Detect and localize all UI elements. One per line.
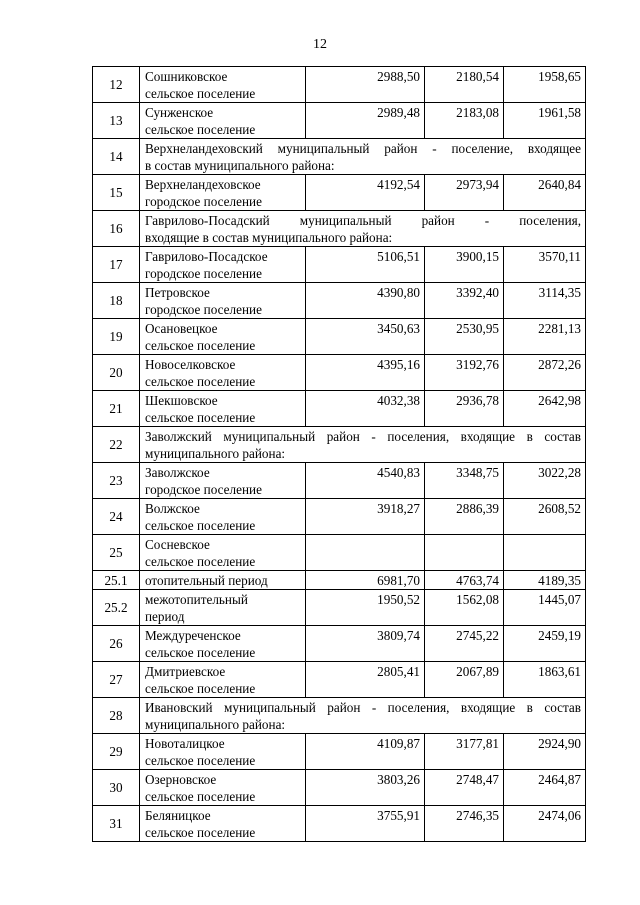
value-cell-v3: 1958,65	[504, 67, 586, 103]
row-number: 18	[93, 283, 140, 319]
settlement-name-line: сельское поселение	[145, 789, 256, 804]
settlement-name	[140, 355, 306, 391]
settlement-name-line: отопительный период	[145, 573, 268, 588]
district-header-line: муниципального района:	[145, 717, 286, 732]
row-number: 12	[93, 67, 140, 103]
settlement-name	[140, 571, 306, 590]
value-cell-v2: 2183,08	[425, 103, 504, 139]
table-row	[93, 427, 586, 463]
settlement-name	[140, 283, 306, 319]
value-cell-v1: 6981,70	[306, 571, 425, 590]
table-row	[93, 770, 586, 806]
value-cell-v1: 3803,26	[306, 770, 425, 806]
table-row	[93, 571, 586, 590]
row-number: 19	[93, 319, 140, 355]
settlement-name-line: Верхнеландеховское	[145, 177, 261, 192]
value-cell-v3: 2642,98	[504, 391, 586, 427]
settlement-name-line: период	[145, 609, 185, 624]
settlement-name-line: сельское поселение	[145, 554, 256, 569]
row-number: 24	[93, 499, 140, 535]
row-number: 13	[93, 103, 140, 139]
settlement-name-line: сельское поселение	[145, 338, 256, 353]
value-cell-v3: 3570,11	[504, 247, 586, 283]
value-cell-v1: 2989,48	[306, 103, 425, 139]
settlement-name-line: Дмитриевское	[145, 664, 226, 679]
value-cell-v1: 3809,74	[306, 626, 425, 662]
district-header-line: муниципального района:	[145, 446, 286, 461]
settlement-name	[140, 770, 306, 806]
district-header-line: Гаврилово-Посадский муниципальный район - поселения,	[145, 213, 581, 228]
settlement-name-line: Беляницкое	[145, 808, 211, 823]
table-row	[93, 283, 586, 319]
settlement-name-line: городское поселение	[145, 194, 262, 209]
table-row	[93, 626, 586, 662]
district-header	[140, 139, 586, 175]
settlement-name	[140, 806, 306, 842]
settlement-name-line: Новоталицкое	[145, 736, 225, 751]
value-cell-v3	[504, 535, 586, 571]
row-number: 26	[93, 626, 140, 662]
value-cell-v1: 3918,27	[306, 499, 425, 535]
table-row	[93, 662, 586, 698]
settlement-name-line: Петровское	[145, 285, 210, 300]
value-cell-v1: 2805,41	[306, 662, 425, 698]
value-cell-v2: 2180,54	[425, 67, 504, 103]
row-number: 22	[93, 427, 140, 463]
settlement-name	[140, 247, 306, 283]
settlement-name-line: сельское поселение	[145, 86, 256, 101]
district-header-line: Заволжский муниципальный район - поселения, входящие в состав	[145, 429, 581, 444]
row-number: 14	[93, 139, 140, 175]
settlement-name	[140, 103, 306, 139]
settlement-name-line: сельское поселение	[145, 825, 256, 840]
row-number: 15	[93, 175, 140, 211]
value-cell-v2	[425, 535, 504, 571]
table-row	[93, 391, 586, 427]
settlement-name	[140, 319, 306, 355]
settlement-name	[140, 463, 306, 499]
settlement-name-line: сельское поселение	[145, 518, 256, 533]
settlement-name-line: городское поселение	[145, 266, 262, 281]
table-row	[93, 139, 586, 175]
table-row	[93, 806, 586, 842]
settlement-name-line: городское поселение	[145, 482, 262, 497]
district-header-line: входящие в состав муниципального района:	[145, 230, 393, 245]
value-cell-v3: 2608,52	[504, 499, 586, 535]
table-row	[93, 698, 586, 734]
tariff-table	[92, 66, 586, 842]
value-cell-v3: 3114,35	[504, 283, 586, 319]
district-header-line: Верхнеландеховский муниципальный район - поселение, входящее	[145, 141, 581, 156]
district-header	[140, 698, 586, 734]
value-cell-v2: 2530,95	[425, 319, 504, 355]
settlement-name-line: Осановецкое	[145, 321, 218, 336]
value-cell-v2: 3392,40	[425, 283, 504, 319]
value-cell-v1: 4395,16	[306, 355, 425, 391]
table-row	[93, 734, 586, 770]
value-cell-v1: 2988,50	[306, 67, 425, 103]
settlement-name-line: сельское поселение	[145, 681, 256, 696]
value-cell-v3: 2464,87	[504, 770, 586, 806]
settlement-name-line: межотопительный	[145, 592, 248, 607]
value-cell-v3: 2640,84	[504, 175, 586, 211]
table-row	[93, 103, 586, 139]
value-cell-v3: 4189,35	[504, 571, 586, 590]
settlement-name-line: Озерновское	[145, 772, 217, 787]
row-number: 30	[93, 770, 140, 806]
table-row	[93, 463, 586, 499]
settlement-name	[140, 535, 306, 571]
value-cell-v1: 3450,63	[306, 319, 425, 355]
value-cell-v3: 1863,61	[504, 662, 586, 698]
page-number: 12	[313, 37, 327, 52]
row-number: 25.1	[93, 571, 140, 590]
row-number: 31	[93, 806, 140, 842]
value-cell-v2: 2748,47	[425, 770, 504, 806]
value-cell-v2: 4763,74	[425, 571, 504, 590]
value-cell-v3: 2872,26	[504, 355, 586, 391]
value-cell-v1: 4109,87	[306, 734, 425, 770]
settlement-name-line: Гаврилово-Посадское	[145, 249, 268, 264]
value-cell-v1: 4540,83	[306, 463, 425, 499]
value-cell-v1: 4192,54	[306, 175, 425, 211]
value-cell-v1: 4032,38	[306, 391, 425, 427]
value-cell-v2: 2936,78	[425, 391, 504, 427]
value-cell-v2: 2973,94	[425, 175, 504, 211]
table-row	[93, 319, 586, 355]
value-cell-v1: 4390,80	[306, 283, 425, 319]
value-cell-v2: 2745,22	[425, 626, 504, 662]
table-row	[93, 175, 586, 211]
settlement-name	[140, 175, 306, 211]
row-number: 27	[93, 662, 140, 698]
table-row	[93, 67, 586, 103]
value-cell-v2: 2886,39	[425, 499, 504, 535]
value-cell-v3: 2474,06	[504, 806, 586, 842]
row-number: 16	[93, 211, 140, 247]
table-row	[93, 535, 586, 571]
row-number: 29	[93, 734, 140, 770]
value-cell-v3: 2281,13	[504, 319, 586, 355]
settlement-name-line: сельское поселение	[145, 122, 256, 137]
settlement-name-line: Междуреченское	[145, 628, 241, 643]
settlement-name-line: Сошниковское	[145, 69, 228, 84]
value-cell-v2: 2067,89	[425, 662, 504, 698]
district-header	[140, 211, 586, 247]
value-cell-v1: 1950,52	[306, 590, 425, 626]
table-row	[93, 355, 586, 391]
settlement-name	[140, 67, 306, 103]
row-number: 25	[93, 535, 140, 571]
district-header-line: Ивановский муниципальный район - поселения, входящие в состав	[145, 700, 581, 715]
value-cell-v2: 1562,08	[425, 590, 504, 626]
district-header	[140, 427, 586, 463]
value-cell-v2: 3192,76	[425, 355, 504, 391]
value-cell-v3: 3022,28	[504, 463, 586, 499]
row-number: 25.2	[93, 590, 140, 626]
table-row	[93, 499, 586, 535]
settlement-name-line: Волжское	[145, 501, 200, 516]
settlement-name-line: Новоселковское	[145, 357, 236, 372]
settlement-name-line: сельское поселение	[145, 374, 256, 389]
settlement-name	[140, 662, 306, 698]
row-number: 28	[93, 698, 140, 734]
settlement-name-line: сельское поселение	[145, 645, 256, 660]
settlement-name-line: сельское поселение	[145, 410, 256, 425]
settlement-name-line: сельское поселение	[145, 753, 256, 768]
settlement-name	[140, 499, 306, 535]
settlement-name-line: Шекшовское	[145, 393, 218, 408]
table-row	[93, 590, 586, 626]
value-cell-v2: 2746,35	[425, 806, 504, 842]
settlement-name	[140, 734, 306, 770]
settlement-name	[140, 626, 306, 662]
value-cell-v2: 3900,15	[425, 247, 504, 283]
value-cell-v2: 3348,75	[425, 463, 504, 499]
value-cell-v1: 5106,51	[306, 247, 425, 283]
settlement-name-line: городское поселение	[145, 302, 262, 317]
settlement-name	[140, 590, 306, 626]
value-cell-v3: 1961,58	[504, 103, 586, 139]
settlement-name-line: Заволжское	[145, 465, 210, 480]
value-cell-v3: 2924,90	[504, 734, 586, 770]
row-number: 17	[93, 247, 140, 283]
table-row	[93, 211, 586, 247]
value-cell-v2: 3177,81	[425, 734, 504, 770]
district-header-line: в состав муниципального района:	[145, 158, 335, 173]
row-number: 23	[93, 463, 140, 499]
value-cell-v3: 2459,19	[504, 626, 586, 662]
table-row	[93, 247, 586, 283]
value-cell-v3: 1445,07	[504, 590, 586, 626]
settlement-name	[140, 391, 306, 427]
value-cell-v1	[306, 535, 425, 571]
row-number: 21	[93, 391, 140, 427]
row-number: 20	[93, 355, 140, 391]
settlement-name-line: Сунженское	[145, 105, 214, 120]
settlement-name-line: Сосневское	[145, 537, 210, 552]
value-cell-v1: 3755,91	[306, 806, 425, 842]
